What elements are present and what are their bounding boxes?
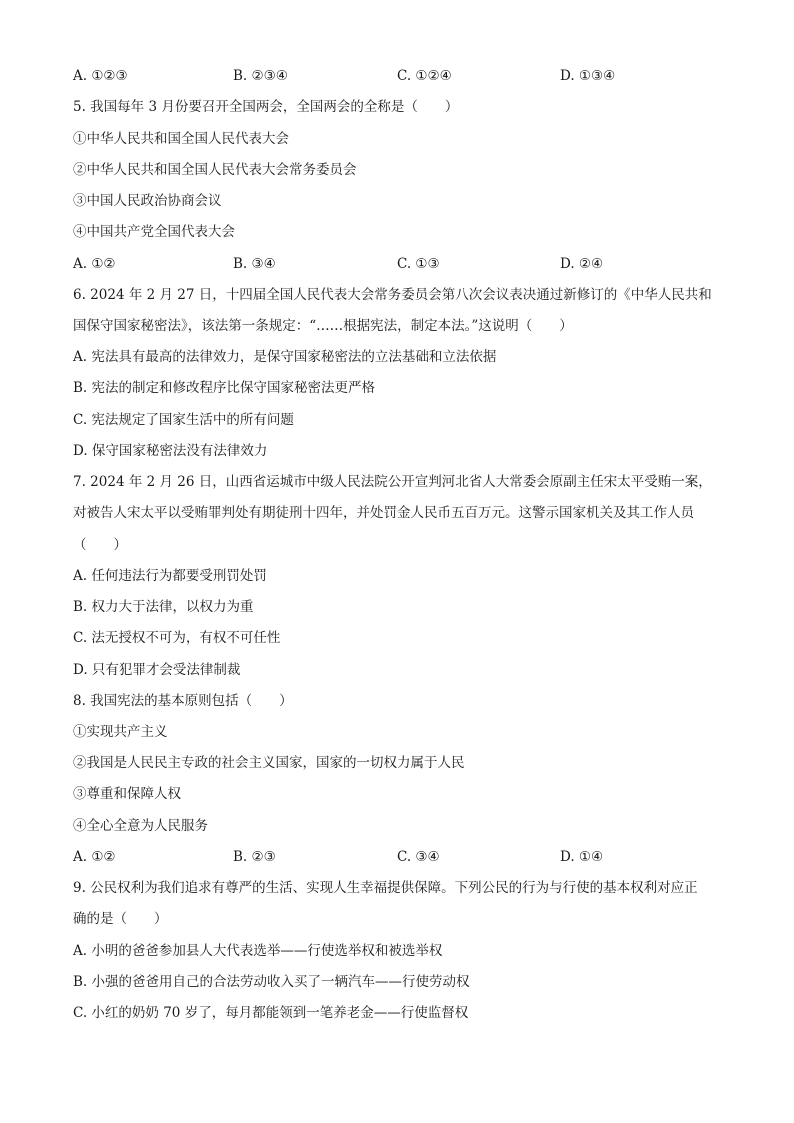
q8-option-a: A. ①② — [73, 849, 116, 865]
q6-option-d: D. 保守国家秘密法没有法律效力 — [73, 443, 268, 459]
q9-stem-line-1: 9. 公民权利为我们追求有尊严的生活、实现人生幸福提供保障。下列公民的行为与行使的基本权利对应正 — [73, 880, 698, 896]
q5-option-b: B. ③④ — [233, 256, 276, 272]
q9-option-c: C. 小红的奶奶 70 岁了，每月都能领到一笔养老金——行使监督权 — [73, 1005, 469, 1021]
q7-stem-line-1: 7. 2024 年 2 月 26 日，山西省运城市中级人民法院公开宣判河北省人大常委会原副主任宋太平受贿一案， — [73, 474, 712, 490]
q8-option-b: B. ②③ — [233, 849, 276, 865]
q5-item-3: ③中国人民政治协商会议 — [73, 193, 222, 209]
q7-option-b: B. 权力大于法律，以权力为重 — [73, 599, 254, 615]
q8-option-d: D. ①④ — [560, 849, 604, 865]
q8-item-4: ④全心全意为人民服务 — [73, 818, 208, 834]
q6-stem-line-2: 国保守国家秘密法》，该法第一条规定：“……根据宪法，制定本法。”这说明（ ） — [73, 318, 573, 334]
q8-options — [73, 848, 733, 866]
q5-stem: 5. 我国每年 3 月份要召开全国两会，全国两会的全称是（ ） — [73, 99, 459, 115]
q8-item-3: ③尊重和保障人权 — [73, 786, 181, 802]
q7-stem-line-2: 对被告人宋太平以受贿罪判处有期徒刑十四年，并处罚金人民币五百万元。这警示国家机关及其工作人员 — [73, 505, 694, 521]
q8-option-c: C. ③④ — [397, 849, 440, 865]
q5-item-1: ①中华人民共和国全国人民代表大会 — [73, 131, 289, 147]
q6-stem-line-1: 6. 2024 年 2 月 27 日，十四届全国人民代表大会常务委员会第八次会议表决通过新修订的《中华人民共和 — [73, 287, 712, 303]
q5-option-a: A. ①② — [73, 256, 116, 272]
q4-option-a: A. ①②③ — [73, 68, 128, 84]
q4-option-b: B. ②③④ — [233, 68, 288, 84]
q6-option-c: C. 宪法规定了国家生活中的所有问题 — [73, 412, 294, 428]
q6-option-b: B. 宪法的制定和修改程序比保守国家秘密法更严格 — [73, 380, 376, 396]
q5-item-2: ②中华人民共和国全国人民代表大会常务委员会 — [73, 162, 357, 178]
q7-option-a: A. 任何违法行为都要受刑罚处罚 — [73, 568, 267, 584]
q9-option-b: B. 小强的爸爸用自己的合法劳动收入买了一辆汽车——行使劳动权 — [73, 974, 470, 990]
q8-item-1: ①实现共产主义 — [73, 724, 168, 740]
q5-options — [73, 255, 733, 273]
q8-stem: 8. 我国宪法的基本原则包括（ ） — [73, 693, 293, 709]
q7-stem-line-3: （ ） — [73, 537, 127, 553]
q4-option-c: C. ①②④ — [397, 68, 452, 84]
q7-option-c: C. 法无授权不可为，有权不可任性 — [73, 630, 281, 646]
q4-options — [73, 67, 733, 85]
q5-option-d: D. ②④ — [560, 256, 604, 272]
q6-option-a: A. 宪法具有最高的法律效力，是保守国家秘密法的立法基础和立法依据 — [73, 349, 497, 365]
q7-option-d: D. 只有犯罪才会受法律制裁 — [73, 662, 241, 678]
q8-item-2: ②我国是人民民主专政的社会主义国家，国家的一切权力属于人民 — [73, 755, 465, 771]
q5-option-c: C. ①③ — [397, 256, 440, 272]
q9-stem-line-2: 确的是（ ） — [73, 911, 168, 927]
q9-option-a: A. 小明的爸爸参加县人大代表选举——行使选举权和被选举权 — [73, 943, 443, 959]
q4-option-d: D. ①③④ — [560, 68, 616, 84]
q5-item-4: ④中国共产党全国代表大会 — [73, 224, 235, 240]
